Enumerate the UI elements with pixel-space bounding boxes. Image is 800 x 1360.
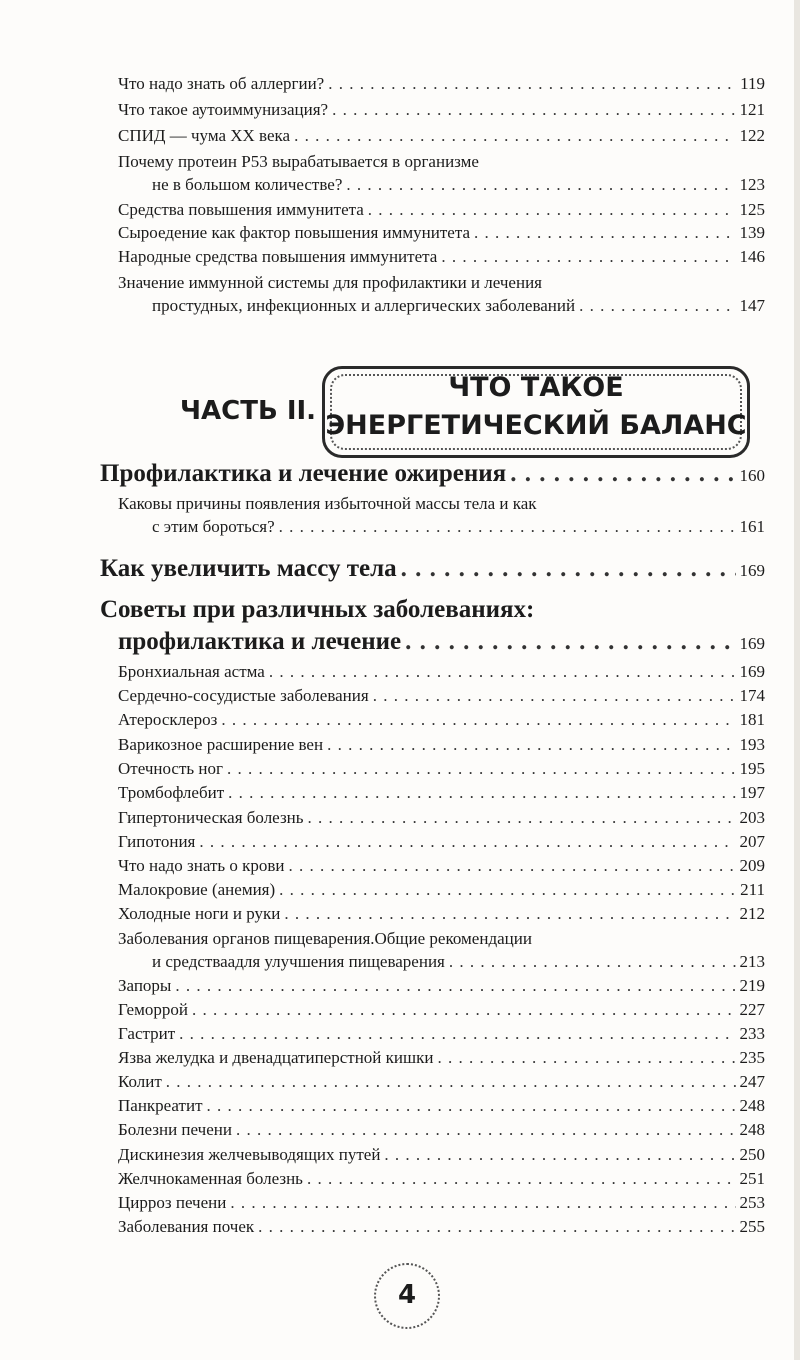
toc-entry[interactable] — [118, 1145, 765, 1165]
toc-page: 250 — [739, 1145, 765, 1164]
leader-dots — [307, 1169, 736, 1189]
section-entry[interactable] — [118, 628, 765, 656]
toc-page: 123 — [739, 175, 765, 194]
toc-title: Гипотония — [118, 832, 196, 851]
toc-page: 227 — [739, 1000, 765, 1019]
toc-page: 161 — [739, 517, 765, 536]
toc-entry[interactable] — [152, 175, 765, 195]
toc-page: 121 — [739, 100, 765, 119]
toc-page: 253 — [739, 1193, 765, 1212]
toc-title: Дискинезия желчевыводящих путей — [118, 1145, 381, 1164]
toc-page: 169 — [739, 662, 765, 681]
toc-page: 203 — [739, 808, 765, 827]
leader-dots — [346, 175, 735, 195]
toc-entry[interactable] — [118, 686, 765, 706]
toc-title: Холодные ноги и руки — [118, 904, 281, 923]
section-entry[interactable] — [100, 555, 765, 583]
toc-page: 207 — [739, 832, 765, 851]
toc-title-cont: и средстваадля улучшения пищеварения — [152, 952, 445, 971]
leader-dots — [437, 1048, 735, 1068]
leader-dots — [441, 247, 735, 267]
toc-title: Желчнокаменная болезнь — [118, 1169, 303, 1188]
leader-dots — [289, 856, 736, 876]
toc-entry[interactable] — [118, 1193, 765, 1213]
toc-title: Народные средства повышения иммунитета — [118, 247, 438, 266]
leader-dots — [230, 1193, 735, 1213]
leader-dots — [175, 976, 735, 996]
toc-entry[interactable] — [152, 296, 765, 316]
section-title: Как увеличить массу тела — [100, 555, 397, 582]
toc-entry[interactable] — [118, 1072, 765, 1092]
toc-entry[interactable] — [118, 1048, 765, 1068]
toc-page: 251 — [739, 1169, 765, 1188]
leader-dots — [258, 1217, 735, 1237]
toc-title[interactable]: Значение иммунной системы для профилактики и лечения — [118, 273, 542, 292]
toc-title: Средства повышения иммунитета — [118, 200, 364, 219]
toc-entry[interactable] — [118, 1000, 765, 1020]
toc-page: 247 — [739, 1072, 765, 1091]
toc-title: Колит — [118, 1072, 162, 1091]
toc-entry[interactable] — [118, 832, 765, 852]
toc-title: Геморрой — [118, 1000, 188, 1019]
toc-title-cont: простудных, инфекционных и аллергических заболеваний — [152, 296, 576, 315]
part-title-line2: ЭНЕРГЕТИЧЕСКИЙ БАЛАНС — [325, 410, 747, 441]
toc-title: Отечность ног — [118, 759, 223, 778]
section-title-cont: профилактика и лечение — [118, 628, 402, 655]
toc-entry[interactable] — [118, 1120, 765, 1140]
toc-title: Тромбофлебит — [118, 783, 225, 802]
toc-page: 248 — [739, 1120, 765, 1139]
toc-entry[interactable] — [118, 247, 765, 267]
toc-title[interactable]: Заболевания органов пищеварения.Общие рекомендации — [118, 929, 532, 948]
toc-title: Гастрит — [118, 1024, 176, 1043]
toc-title: Запоры — [118, 976, 172, 995]
toc-entry[interactable] — [118, 904, 765, 924]
toc-title[interactable]: Почему протеин Р53 вырабатывается в организме — [118, 152, 479, 171]
toc-title: Что надо знать о крови — [118, 856, 285, 875]
toc-title: Что такое аутоиммунизация? — [118, 100, 329, 119]
part-title-line1: ЧТО ТАКОЕ — [448, 372, 624, 403]
toc-page: 213 — [739, 952, 765, 971]
toc-entry[interactable] — [118, 735, 765, 755]
toc-entry[interactable] — [152, 517, 765, 537]
toc-entry[interactable] — [118, 1096, 765, 1116]
toc-entry[interactable] — [118, 126, 765, 146]
toc-page: 219 — [739, 976, 765, 995]
toc-page: 197 — [739, 783, 765, 802]
toc-page: 209 — [739, 856, 765, 875]
toc-title: Язва желудка и двенадцатиперстной кишки — [118, 1048, 434, 1067]
page-number: 4 — [397, 1280, 417, 1310]
page-edge — [794, 0, 800, 1360]
toc-page: 139 — [739, 223, 765, 242]
toc-page: 147 — [739, 296, 765, 315]
part-label: ЧАСТЬ II. — [180, 396, 317, 426]
toc-entry[interactable] — [118, 976, 765, 996]
toc-title: Бронхиальная астма — [118, 662, 265, 681]
leader-dots — [166, 1072, 736, 1092]
toc-entry[interactable] — [118, 783, 765, 803]
toc-title: Сыроедение как фактор повышения иммунитета — [118, 223, 470, 242]
toc-entry[interactable] — [118, 662, 765, 682]
leader-dots — [294, 126, 735, 146]
leader-dots — [199, 832, 735, 852]
toc-entry[interactable] — [118, 100, 765, 120]
leader-dots — [279, 880, 736, 900]
toc-page: 181 — [739, 710, 765, 729]
toc-entry[interactable] — [118, 808, 765, 828]
leader-dots — [269, 662, 736, 682]
section-title: Профилактика и лечение ожирения — [100, 460, 507, 487]
toc-entry[interactable] — [118, 223, 765, 243]
toc-title: Варикозное расширение вен — [118, 735, 324, 754]
toc-entry[interactable] — [118, 759, 765, 779]
toc-page: 233 — [739, 1024, 765, 1043]
section-entry[interactable] — [100, 460, 765, 488]
toc-entry[interactable] — [118, 710, 765, 730]
leader-dots — [221, 710, 735, 730]
toc-page: 146 — [739, 247, 765, 266]
leader-dots — [279, 517, 736, 537]
toc-title: Что надо знать об аллергии? — [118, 74, 325, 93]
toc-page: 174 — [739, 686, 765, 705]
toc-page: 125 — [739, 200, 765, 219]
toc-title: Болезни печени — [118, 1120, 232, 1139]
leader-dots — [474, 223, 736, 243]
toc-title[interactable]: Каковы причины появления избыточной массы тела и как — [118, 494, 537, 513]
leader-dots — [384, 1145, 735, 1165]
toc-page: 248 — [739, 1096, 765, 1115]
leader-dots — [179, 1024, 735, 1044]
toc-entry[interactable] — [118, 856, 765, 876]
section-title[interactable]: Советы при различных заболеваниях: — [100, 596, 535, 623]
toc-page: 122 — [739, 126, 765, 145]
leader-dots — [373, 686, 736, 706]
leader-dots — [227, 759, 736, 779]
section-page: 169 — [739, 634, 765, 653]
toc-title: Панкреатит — [118, 1096, 203, 1115]
toc-entry[interactable] — [118, 200, 765, 220]
leader-dots — [579, 296, 735, 316]
leader-dots — [449, 952, 736, 972]
leader-dots — [328, 74, 736, 94]
leader-dots — [207, 1096, 736, 1116]
toc-page: 193 — [739, 735, 765, 754]
leader-dots — [401, 555, 736, 583]
toc-page: 255 — [739, 1217, 765, 1236]
toc-page: 211 — [740, 880, 765, 899]
toc-title: Гипертоническая болезнь — [118, 808, 304, 827]
toc-page: 235 — [739, 1048, 765, 1067]
toc-title: Цирроз печени — [118, 1193, 227, 1212]
toc-title: Малокровие (анемия) — [118, 880, 276, 899]
leader-dots — [236, 1120, 736, 1140]
leader-dots — [510, 460, 735, 488]
leader-dots — [327, 735, 735, 755]
toc-title: Заболевания почек — [118, 1217, 255, 1236]
leader-dots — [368, 200, 736, 220]
toc-entry[interactable] — [118, 1024, 765, 1044]
toc-entry[interactable] — [118, 1169, 765, 1189]
leader-dots — [192, 1000, 736, 1020]
leader-dots — [228, 783, 735, 803]
toc-entry[interactable] — [152, 952, 765, 972]
toc-title-cont: с этим бороться? — [152, 517, 275, 536]
leader-dots — [308, 808, 736, 828]
leader-dots — [405, 628, 735, 656]
toc-title-cont: не в большом количестве? — [152, 175, 343, 194]
section-page: 160 — [739, 466, 765, 485]
leader-dots — [284, 904, 735, 924]
toc-entry[interactable] — [118, 1217, 765, 1237]
toc-title: Сердечно-сосудистые заболевания — [118, 686, 369, 705]
toc-title: Атеросклероз — [118, 710, 218, 729]
toc-page: 195 — [739, 759, 765, 778]
toc-title: СПИД — чума XX века — [118, 126, 291, 145]
leader-dots — [332, 100, 735, 120]
section-page: 169 — [739, 561, 765, 580]
toc-page: 212 — [739, 904, 765, 923]
toc-page: 119 — [740, 74, 765, 93]
toc-entry[interactable] — [118, 880, 765, 900]
toc-entry[interactable] — [118, 74, 765, 94]
